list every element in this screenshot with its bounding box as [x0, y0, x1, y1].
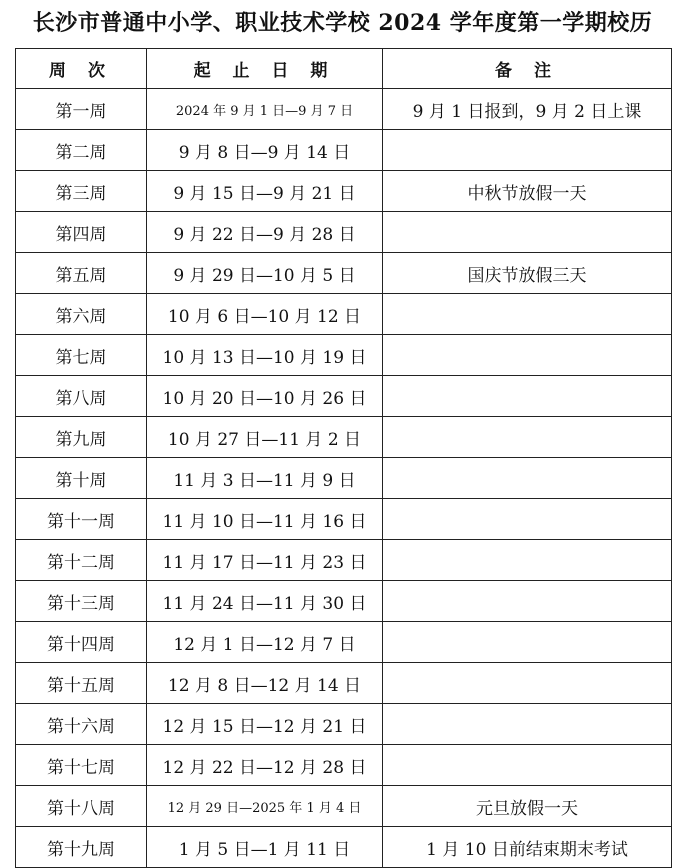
date-range-cell: 12 月 1 日—12 月 7 日 — [147, 622, 383, 663]
week-cell: 第三周 — [16, 171, 147, 212]
table-row — [16, 622, 672, 663]
table-row — [16, 130, 672, 171]
date-range-cell: 11 月 24 日—11 月 30 日 — [147, 581, 383, 622]
date-range-cell: 12 月 22 日—12 月 28 日 — [147, 745, 383, 786]
note-cell — [383, 622, 672, 663]
week-cell: 第十五周 — [16, 663, 147, 704]
week-cell: 第七周 — [16, 335, 147, 376]
week-cell: 第八周 — [16, 376, 147, 417]
date-range-cell: 10 月 6 日—10 月 12 日 — [147, 294, 383, 335]
week-cell: 第二周 — [16, 130, 147, 171]
week-cell: 第十六周 — [16, 704, 147, 745]
note-cell — [383, 212, 672, 253]
note-cell: 1 月 10 日前结束期末考试 — [383, 827, 672, 868]
table-row — [16, 499, 672, 540]
note-cell — [383, 704, 672, 745]
table-row — [16, 376, 672, 417]
header-notes: 备 注 — [383, 49, 672, 89]
date-range-cell: 1 月 5 日—1 月 11 日 — [147, 827, 383, 868]
date-range-cell: 12 月 15 日—12 月 21 日 — [147, 704, 383, 745]
date-range-cell: 10 月 27 日—11 月 2 日 — [147, 417, 383, 458]
table-row — [16, 89, 672, 130]
week-cell: 第十二周 — [16, 540, 147, 581]
note-cell — [383, 335, 672, 376]
date-range-cell: 9 月 15 日—9 月 21 日 — [147, 171, 383, 212]
date-range-cell: 12 月 29 日—2025 年 1 月 4 日 — [147, 786, 383, 827]
table-row — [16, 253, 672, 294]
week-cell: 第十四周 — [16, 622, 147, 663]
date-range-cell: 9 月 22 日—9 月 28 日 — [147, 212, 383, 253]
table-row — [16, 745, 672, 786]
table-row — [16, 827, 672, 868]
week-cell: 第十九周 — [16, 827, 147, 868]
note-cell — [383, 130, 672, 171]
week-cell: 第五周 — [16, 253, 147, 294]
table-row — [16, 663, 672, 704]
week-cell: 第十七周 — [16, 745, 147, 786]
date-range-cell: 11 月 3 日—11 月 9 日 — [147, 458, 383, 499]
table-row — [16, 704, 672, 745]
note-cell — [383, 540, 672, 581]
date-range-cell: 11 月 17 日—11 月 23 日 — [147, 540, 383, 581]
table-row — [16, 335, 672, 376]
table-row — [16, 581, 672, 622]
note-cell: 9 月 1 日报到，9 月 2 日上课 — [383, 89, 672, 130]
note-cell — [383, 376, 672, 417]
week-cell: 第一周 — [16, 89, 147, 130]
header-dates: 起 止 日 期 — [147, 49, 383, 89]
note-cell — [383, 663, 672, 704]
table-row — [16, 212, 672, 253]
table-row — [16, 417, 672, 458]
note-cell: 国庆节放假三天 — [383, 253, 672, 294]
table-row — [16, 786, 672, 827]
note-cell — [383, 499, 672, 540]
week-cell: 第十一周 — [16, 499, 147, 540]
week-cell: 第十八周 — [16, 786, 147, 827]
header-week: 周 次 — [16, 49, 147, 89]
week-cell: 第六周 — [16, 294, 147, 335]
week-cell: 第十三周 — [16, 581, 147, 622]
date-range-cell: 10 月 13 日—10 月 19 日 — [147, 335, 383, 376]
school-calendar-table — [15, 48, 672, 868]
table-row — [16, 171, 672, 212]
date-range-cell: 2024 年 9 月 1 日—9 月 7 日 — [147, 89, 383, 130]
week-cell: 第九周 — [16, 417, 147, 458]
week-cell: 第四周 — [16, 212, 147, 253]
date-range-cell: 11 月 10 日—11 月 16 日 — [147, 499, 383, 540]
note-cell: 中秋节放假一天 — [383, 171, 672, 212]
note-cell — [383, 581, 672, 622]
note-cell: 元旦放假一天 — [383, 786, 672, 827]
table-header-row — [16, 49, 672, 89]
date-range-cell: 9 月 8 日—9 月 14 日 — [147, 130, 383, 171]
date-range-cell: 9 月 29 日—10 月 5 日 — [147, 253, 383, 294]
table-row — [16, 294, 672, 335]
note-cell — [383, 294, 672, 335]
week-cell: 第十周 — [16, 458, 147, 499]
note-cell — [383, 417, 672, 458]
table-row — [16, 458, 672, 499]
note-cell — [383, 745, 672, 786]
note-cell — [383, 458, 672, 499]
page-title: 长沙市普通中小学、职业技术学校 2024 学年度第一学期校历 — [32, 10, 653, 36]
date-range-cell: 12 月 8 日—12 月 14 日 — [147, 663, 383, 704]
table-row — [16, 540, 672, 581]
date-range-cell: 10 月 20 日—10 月 26 日 — [147, 376, 383, 417]
